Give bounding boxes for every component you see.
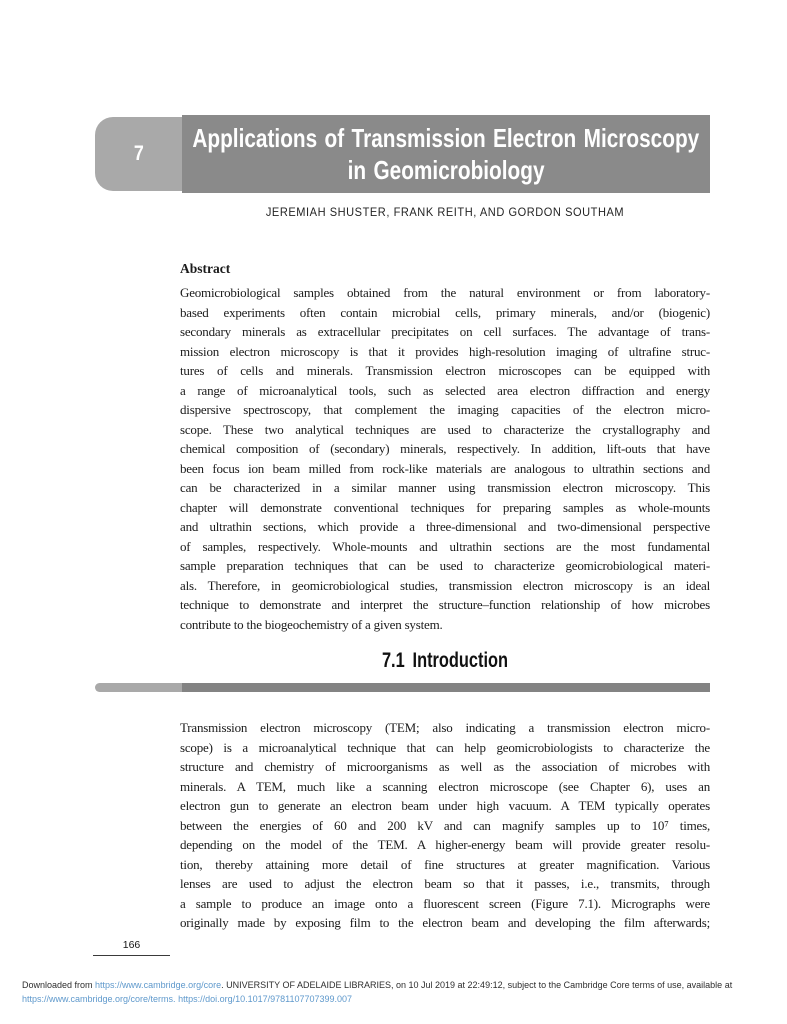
text-line: electron gun to generate an electron beam under high vacuum. A TEM typically operates xyxy=(180,798,710,813)
text-line: between the energies of 60 and 200 kV and can magnify samples up to 10⁷ times, xyxy=(180,817,710,833)
text-line: technique to demonstrate and interpret the structure–function relationship of how microbes xyxy=(180,597,710,612)
text-line: contribute to the biogeochemistry of a given system. xyxy=(180,616,443,632)
text-line: chapter will demonstrate conventional techniques for preparing samples as whole-mounts xyxy=(180,499,710,515)
footer-downloaded-from-text: Downloaded from xyxy=(22,980,96,990)
abstract-heading: Abstract xyxy=(180,261,231,276)
text-line: tures of cells and minerals. Transmission electron microscopes can be equipped with xyxy=(180,363,710,378)
page-number-block xyxy=(93,939,170,956)
section-rule-dark-segment xyxy=(182,683,710,692)
text-line: lenses are used to adjust the electron beam so that it passes, i.e., transmits, through xyxy=(180,876,710,891)
text-line: a sample to produce an image onto a fluorescent screen (Figure 7.1). Micrographs were xyxy=(180,895,710,911)
chapter-title-line-2: in Geomicrobiology xyxy=(347,155,545,185)
cambridge-core-link[interactable]: https://www.cambridge.org/core xyxy=(95,980,222,990)
text-line: can be characterized in a similar manner using transmission electron microscopy. This xyxy=(180,480,710,495)
section-rule-light-segment xyxy=(95,683,182,692)
text-line: structure and chemistry of microorganisms as well as the association of microbes with xyxy=(180,759,710,774)
text-line: als. Therefore, in geomicrobiological studies, transmission electron microscopy is an ideal xyxy=(180,577,710,593)
text-line: of samples, respectively. Whole-mounts and ultrathin sections are the most fundamental xyxy=(180,538,710,554)
section-number: 7.1 xyxy=(381,649,405,672)
introduction-paragraph xyxy=(180,718,710,933)
chapter-number: 7 xyxy=(133,142,144,165)
text-line: sample preparation techniques that can be used to characterize geomicrobiological materi- xyxy=(180,558,710,573)
download-footer xyxy=(22,979,782,1007)
footer-line-1 xyxy=(22,979,782,993)
text-line: secondary minerals as extracellular precipitates on cell surfaces. The advantage of trans- xyxy=(180,324,710,339)
text-line: chemical composition of (secondary) minerals, respectively. In addition, lift-outs that have xyxy=(180,441,710,456)
chapter-number-box xyxy=(95,117,182,191)
section-title: Introduction xyxy=(412,649,509,672)
authors-line: JEREMIAH SHUSTER, FRANK REITH, AND GORDON SOUTHAM xyxy=(265,205,625,219)
text-line: and ultrathin sections, which provide a three-dimensional and two-dimensional perspective xyxy=(180,519,710,534)
page-number: 166 xyxy=(122,939,141,951)
page-number-rule xyxy=(93,955,170,956)
chapter-title-banner xyxy=(182,115,710,193)
text-line: Transmission electron microscopy (TEM; also indicating a transmission electron micro- xyxy=(180,720,710,735)
text-line: based experiments often contain microbial cells, primary minerals, and/or (biogenic) xyxy=(180,304,710,320)
text-line: minerals. A TEM, much like a scanning electron microscope (see Chapter 6), uses an xyxy=(180,778,710,794)
chapter-title-line-1: Applications of Transmission Electron Microscopy xyxy=(192,123,700,153)
text-line: mission electron microscopy is that it provides high-resolution imaging of ultrafine struc- xyxy=(180,343,710,359)
footer-line-2 xyxy=(22,993,782,1007)
text-line: tion, thereby attaining more detail of fine structures at greater magnification. Various xyxy=(180,856,710,872)
text-line: Geomicrobiological samples obtained from the natural environment or from laboratory- xyxy=(180,285,710,300)
section-heading xyxy=(238,649,651,673)
text-line: been focus ion beam milled from rock-like materials are analogous to ultrathin sections and xyxy=(180,460,710,476)
cambridge-terms-link[interactable]: https://www.cambridge.org/core/terms. xyxy=(22,993,176,1004)
text-line: a range of microanalytical tools, such as selected area electron diffraction and energy xyxy=(180,382,710,398)
doi-link[interactable]: https://doi.org/10.1017/9781107707399.007 xyxy=(178,993,353,1004)
text-line: depending on the model of the TEM. A higher-energy beam will provide greater resolu- xyxy=(180,837,710,852)
text-line: dispersive spectroscopy, that complement the imaging capacities of the electron micro- xyxy=(180,402,710,417)
text-line: scope. These two analytical techniques are used to characterize the crystallography and xyxy=(180,421,710,437)
text-line: scope) is a microanalytical technique that can help geomicrobiologists to characterize the xyxy=(180,739,710,755)
text-line: originally made by exposing film to the electron beam and developing the film afterwards; xyxy=(180,915,710,930)
section-divider-rule xyxy=(95,683,710,692)
footer-terms-text: . UNIVERSITY OF ADELAIDE LIBRARIES, on 10 Jul 2019 at 22:49:12, subject to the Cambridge Core terms of use, available at xyxy=(221,980,733,990)
abstract-paragraph xyxy=(180,283,710,634)
chapter-header xyxy=(95,115,710,193)
